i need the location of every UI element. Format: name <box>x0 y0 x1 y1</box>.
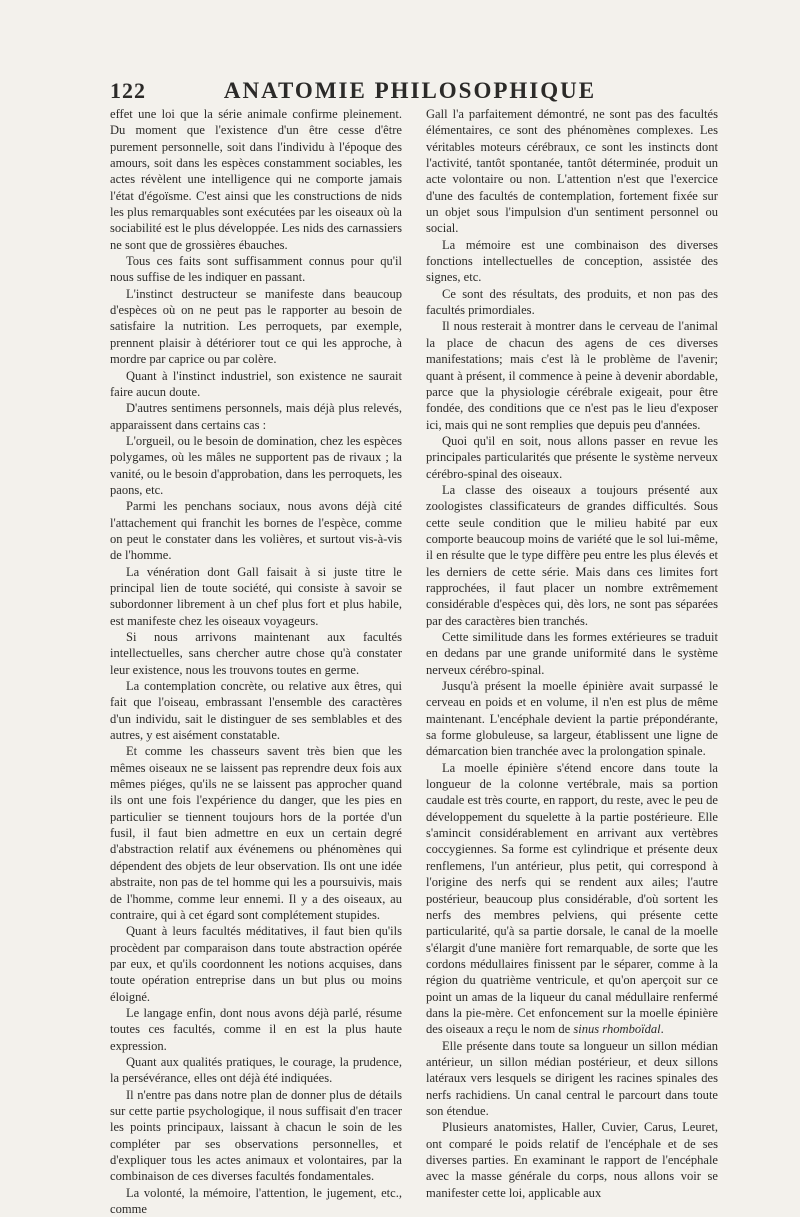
page-header <box>110 78 710 104</box>
paragraph: La contemplation concrète, ou relative aux êtres, qui fait que l'oiseau, embrassant l'ensemble des caractères d'un individu, sait le distinguer de ses semblables et des autres, y est aisément constatable. <box>110 679 402 743</box>
left-column <box>110 106 402 1217</box>
paragraph: Jusqu'à présent la moelle épinière avait surpassé le cerveau en poids et en volume, il n'en est plus de même maintenant. L'encéphale devient la partie prépondérante, sa forme globuleuse, sa largeur, établissent une ligne de démarcation bien tranchée avec la prolongation spinale. <box>426 679 718 759</box>
paragraph: effet une loi que la série animale confirme pleinement. Du moment que l'existence d'un être cesse d'être purement personnelle, soit dans l'individu à l'époque des amours, soit dans les espèces constamment sociables, les actes révèlent une intelligence qui ne comporte jamais l'état d'égoïsme. C'est ainsi que les constructions de nids les plus remarquables sont exécutées par les oiseaux où la sociabilité est le plus développée. Les nids des carnassiers ne sont que de grossières ébauches. <box>110 107 402 252</box>
paragraph: La volonté, la mémoire, l'attention, le jugement, etc., comme <box>110 1185 402 1217</box>
paragraph: Quant à l'instinct industriel, son existence ne saurait faire aucun doute. <box>110 368 402 399</box>
paragraph: L'instinct destructeur se manifeste dans beaucoup d'espèces où on ne peut pas le rapporter au besoin de satisfaire la nutrition. Les perroquets, par exemple, prennent plaisir à détériorer tout ce qui les approche, à mordre par caprice ou par colère. <box>110 286 402 367</box>
paragraph: Cette similitude dans les formes extérieures se traduit en dedans par une grande uniformité dans le système nerveux cérébro-spinal. <box>426 630 718 677</box>
paragraph: Parmi les penchans sociaux, nous avons déjà cité l'attachement qui franchit les bornes de l'espèce, comme on peut le constater dans les volières, et surtout vis-à-vis de l'homme. <box>110 499 402 563</box>
right-column <box>426 106 718 1201</box>
paragraph: Le langage enfin, dont nous avons déjà parlé, résume toutes ces facultés, comme il en est la plus haute expression. <box>110 1005 402 1053</box>
paragraph: La classe des oiseaux a toujours présenté aux zoologistes classificateurs de grandes difficultés. Sous cette seule condition que le milieu habité par eux comporte beaucoup moins de variété que le sol lui-même, il en résulte que le type diffère peu entre les plus élevés et les derniers de cette série. Mais dans ces limites fort rapprochées, il faut placer un nombre extrêmement considérable d'espèces qui, dès lors, ne sont pas séparées par des caractères bien tranchés. <box>426 482 718 628</box>
paragraph: Quant à leurs facultés méditatives, il faut bien qu'ils procèdent par comparaison dans toute abstraction opérée par eux, et qu'ils coordonnent les notions acquises, dans toute opération entreprise dans un but plus ou moins éloigné. <box>110 924 402 1004</box>
paragraph: Gall l'a parfaitement démontré, ne sont pas des facultés élémentaires, ce sont des phénomènes complexes. Les véritables moteurs cérébraux, ce sont les instincts dont l'activité, tantôt spontanée, tantôt déterminée, produit un acte volontaire ou non. L'attention n'est que l'exercice d'une des facultés de contemplation, fortement fixée sur un objet sous l'impulsion d'un sentiment personnel ou social. <box>426 107 718 236</box>
paragraph: Quoi qu'il en soit, nous allons passer en revue les principales particularités que présente le système nerveux cérébro-spinal des oiseaux. <box>426 433 718 481</box>
page-number: 122 <box>110 78 146 103</box>
paragraph: Plusieurs anatomistes, Haller, Cuvier, Carus, Leuret, ont comparé le poids relatif de l'encéphale et de ses diverses parties. En examinant le rapport de l'encéphale avec la masse générale du corps, nous allons voir se manifester cette loi, applicable aux <box>426 1120 718 1200</box>
paragraph: Quant aux qualités pratiques, le courage, la prudence, la persévérance, elles ont déjà été indiquées. <box>110 1054 402 1086</box>
paragraph: Et comme les chasseurs savent très bien que les mêmes oiseaux ne se laissent pas reprendre deux fois aux mêmes piéges, qu'ils ne se laissent pas approcher quand ils ont une fois l'expérience du danger, que les pies en particulier se tiennent toujours hors de la portée d'un fusil, il faut bien admettre en eux un certain degré d'abstraction relatif aux événemens ou phénomènes qui dépendent des objets de leur observation. Ils ont une idée abstraite, non pas de tel homme qui les a poursuivis, mais de l'homme, comme leur ennemi. Il y a des oiseaux, au contraire, qui à cet égard sont complétement stupides. <box>110 744 402 922</box>
paragraph: Ce sont des résultats, des produits, et non pas des facultés primordiales. <box>426 286 718 318</box>
italic-term: sinus rhomboïdal <box>573 1022 661 1037</box>
paragraph: La vénération dont Gall faisait à si juste titre le principal lien de toute société, qui consiste à savoir se subordonner librement à un chef plus fort et plus habile, est manifeste chez les oiseaux voyageurs. <box>110 564 402 628</box>
running-title: ANATOMIE PHILOSOPHIQUE <box>223 78 597 103</box>
paragraph <box>426 760 718 1038</box>
paragraph: Tous ces faits sont suffisamment connus pour qu'il nous suffise de les indiquer en passant. <box>110 254 402 285</box>
paragraph: Elle présente dans toute sa longueur un sillon médian antérieur, un sillon médian postérieur, et deux sillons latéraux vers lesquels se dirigent les racines spinales des nerfs rachidiens. Un canal central le parcourt dans toute son étendue. <box>426 1038 718 1118</box>
paragraph: L'orgueil, ou le besoin de domination, chez les espèces polygames, où les mâles ne supportent pas de rivaux ; la vanité, ou le besoin d'approbation, dans les perroquets, les paons, etc. <box>110 433 402 497</box>
paragraph: La mémoire est une combinaison des diverses fonctions intellectuelles de conception, assistée des signes, etc. <box>426 237 718 285</box>
paragraph: Il nous resterait à montrer dans le cerveau de l'animal la place de chacun des agens de ces diverses manifestations; mais c'est là le problème de l'avenir; quant à présent, il commence à peine à devenir abordable, parce que la physiologie cérébrale exigeait, pour être fondée, des conditions que ce n'est pas le lieu d'exposer ici, mais qui ne sont remplies que depuis peu d'années. <box>426 319 718 432</box>
paragraph: Il n'entre pas dans notre plan de donner plus de détails sur cette partie psychologique, il nous suffisait d'en tracer les points principaux, laissant à chacun le soin de les compléter par ses observations personnelles, et d'expliquer tous les actes animaux et volontaires, par la combinaison de ces diverses facultés fondamentales. <box>110 1087 402 1184</box>
paragraph: Si nous arrivons maintenant aux facultés intellectuelles, sans chercher autre chose qu'à constater leur existence, nous les trouvons toutes en germe. <box>110 630 402 677</box>
paragraph: D'autres sentimens personnels, mais déjà plus relevés, apparaissent dans certains cas : <box>110 401 402 432</box>
paragraph-text: . <box>660 1022 664 1037</box>
paragraph-text: La moelle épinière s'étend encore dans toute la longueur de la colonne vertébrale, mais sa portion caudale est très courte, en rapport, du reste, avec le peu de développement du squelette à la partie postérieure. Elle s'amincit considérablement en arrivant aux vertèbres coccygiennes. Sa forme est cylindrique et présente deux renflemens, l'un antérieur, plus petit, qui correspond à l'origine des nerfs qui se rendent aux ailes; l'autre postérieur, beaucoup plus considérable, d'où sortent les nerfs des membres pelviens, qui présente cette particularité, qu'à sa partie dorsale, le canal de la moelle s'élargit d'une manière fort remarquable, de sorte que les cordons médullaires finissent par le séparer, comme à la région du quatrième ventricule, et qu'on aperçoit sur ce point un amas de la liqueur du canal médullaire renfermé dans la pie-mère. Cet enfoncement sur la moelle épinière des oiseaux a reçu le nom de <box>426 760 718 1037</box>
